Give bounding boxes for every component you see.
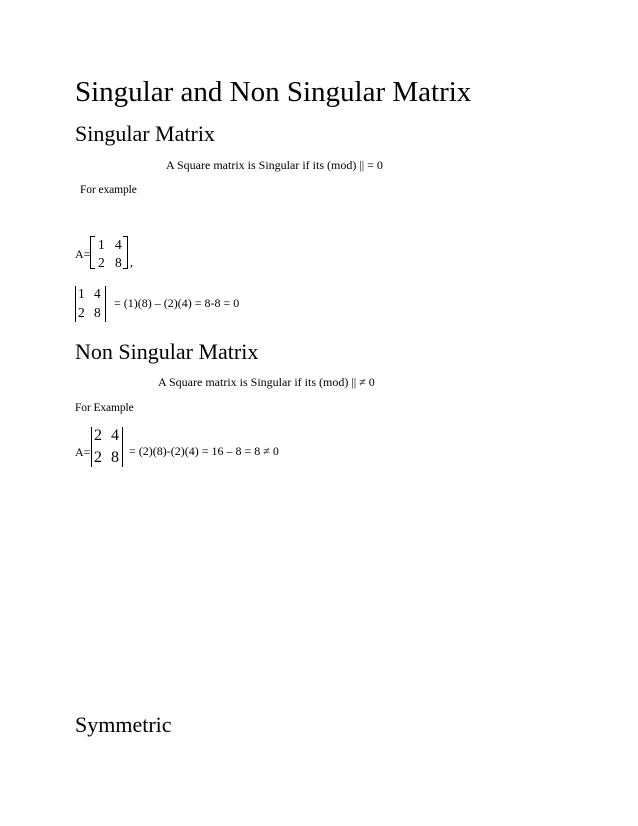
det-entry: 2 [94,427,102,444]
section-heading-symmetric: Symmetric [75,712,172,737]
det-entry: 8 [111,449,119,466]
singular-definition: A Square matrix is Singular if its (mod) || = 0 [166,158,383,172]
section-heading-singular: Singular Matrix [75,121,215,146]
det-entry: 1 [78,286,85,301]
section-heading-nonsingular: Non Singular Matrix [75,339,259,364]
singular-example-label: For example [80,184,137,196]
nonsingular-definition: A Square matrix is Singular if its (mod) || ≠ 0 [158,375,375,389]
det-entry: 4 [94,286,101,301]
matrix-a-entry: 1 [98,237,105,252]
matrix-a-trailing: , [130,255,133,269]
page-title: Singular and Non Singular Matrix [75,76,472,108]
nonsingular-det-result: = (2)(8)-(2)(4) = 16 – 8 = 8 ≠ 0 [129,444,279,458]
det-entry: 4 [111,427,119,444]
matrix-a-entry: 8 [115,255,122,270]
det-entry: 2 [94,449,102,466]
matrix-a-entry: 2 [98,255,105,270]
nonsingular-matrix-label: A= [75,445,91,459]
det-entry: 2 [78,305,85,320]
matrix-a-label: A= [75,247,91,261]
singular-det-result: = (1)(8) – (2)(4) = 8-8 = 0 [114,296,240,310]
nonsingular-example-label: For Example [75,402,134,414]
det-entry: 8 [94,305,101,320]
matrix-a-entry: 4 [115,237,122,252]
